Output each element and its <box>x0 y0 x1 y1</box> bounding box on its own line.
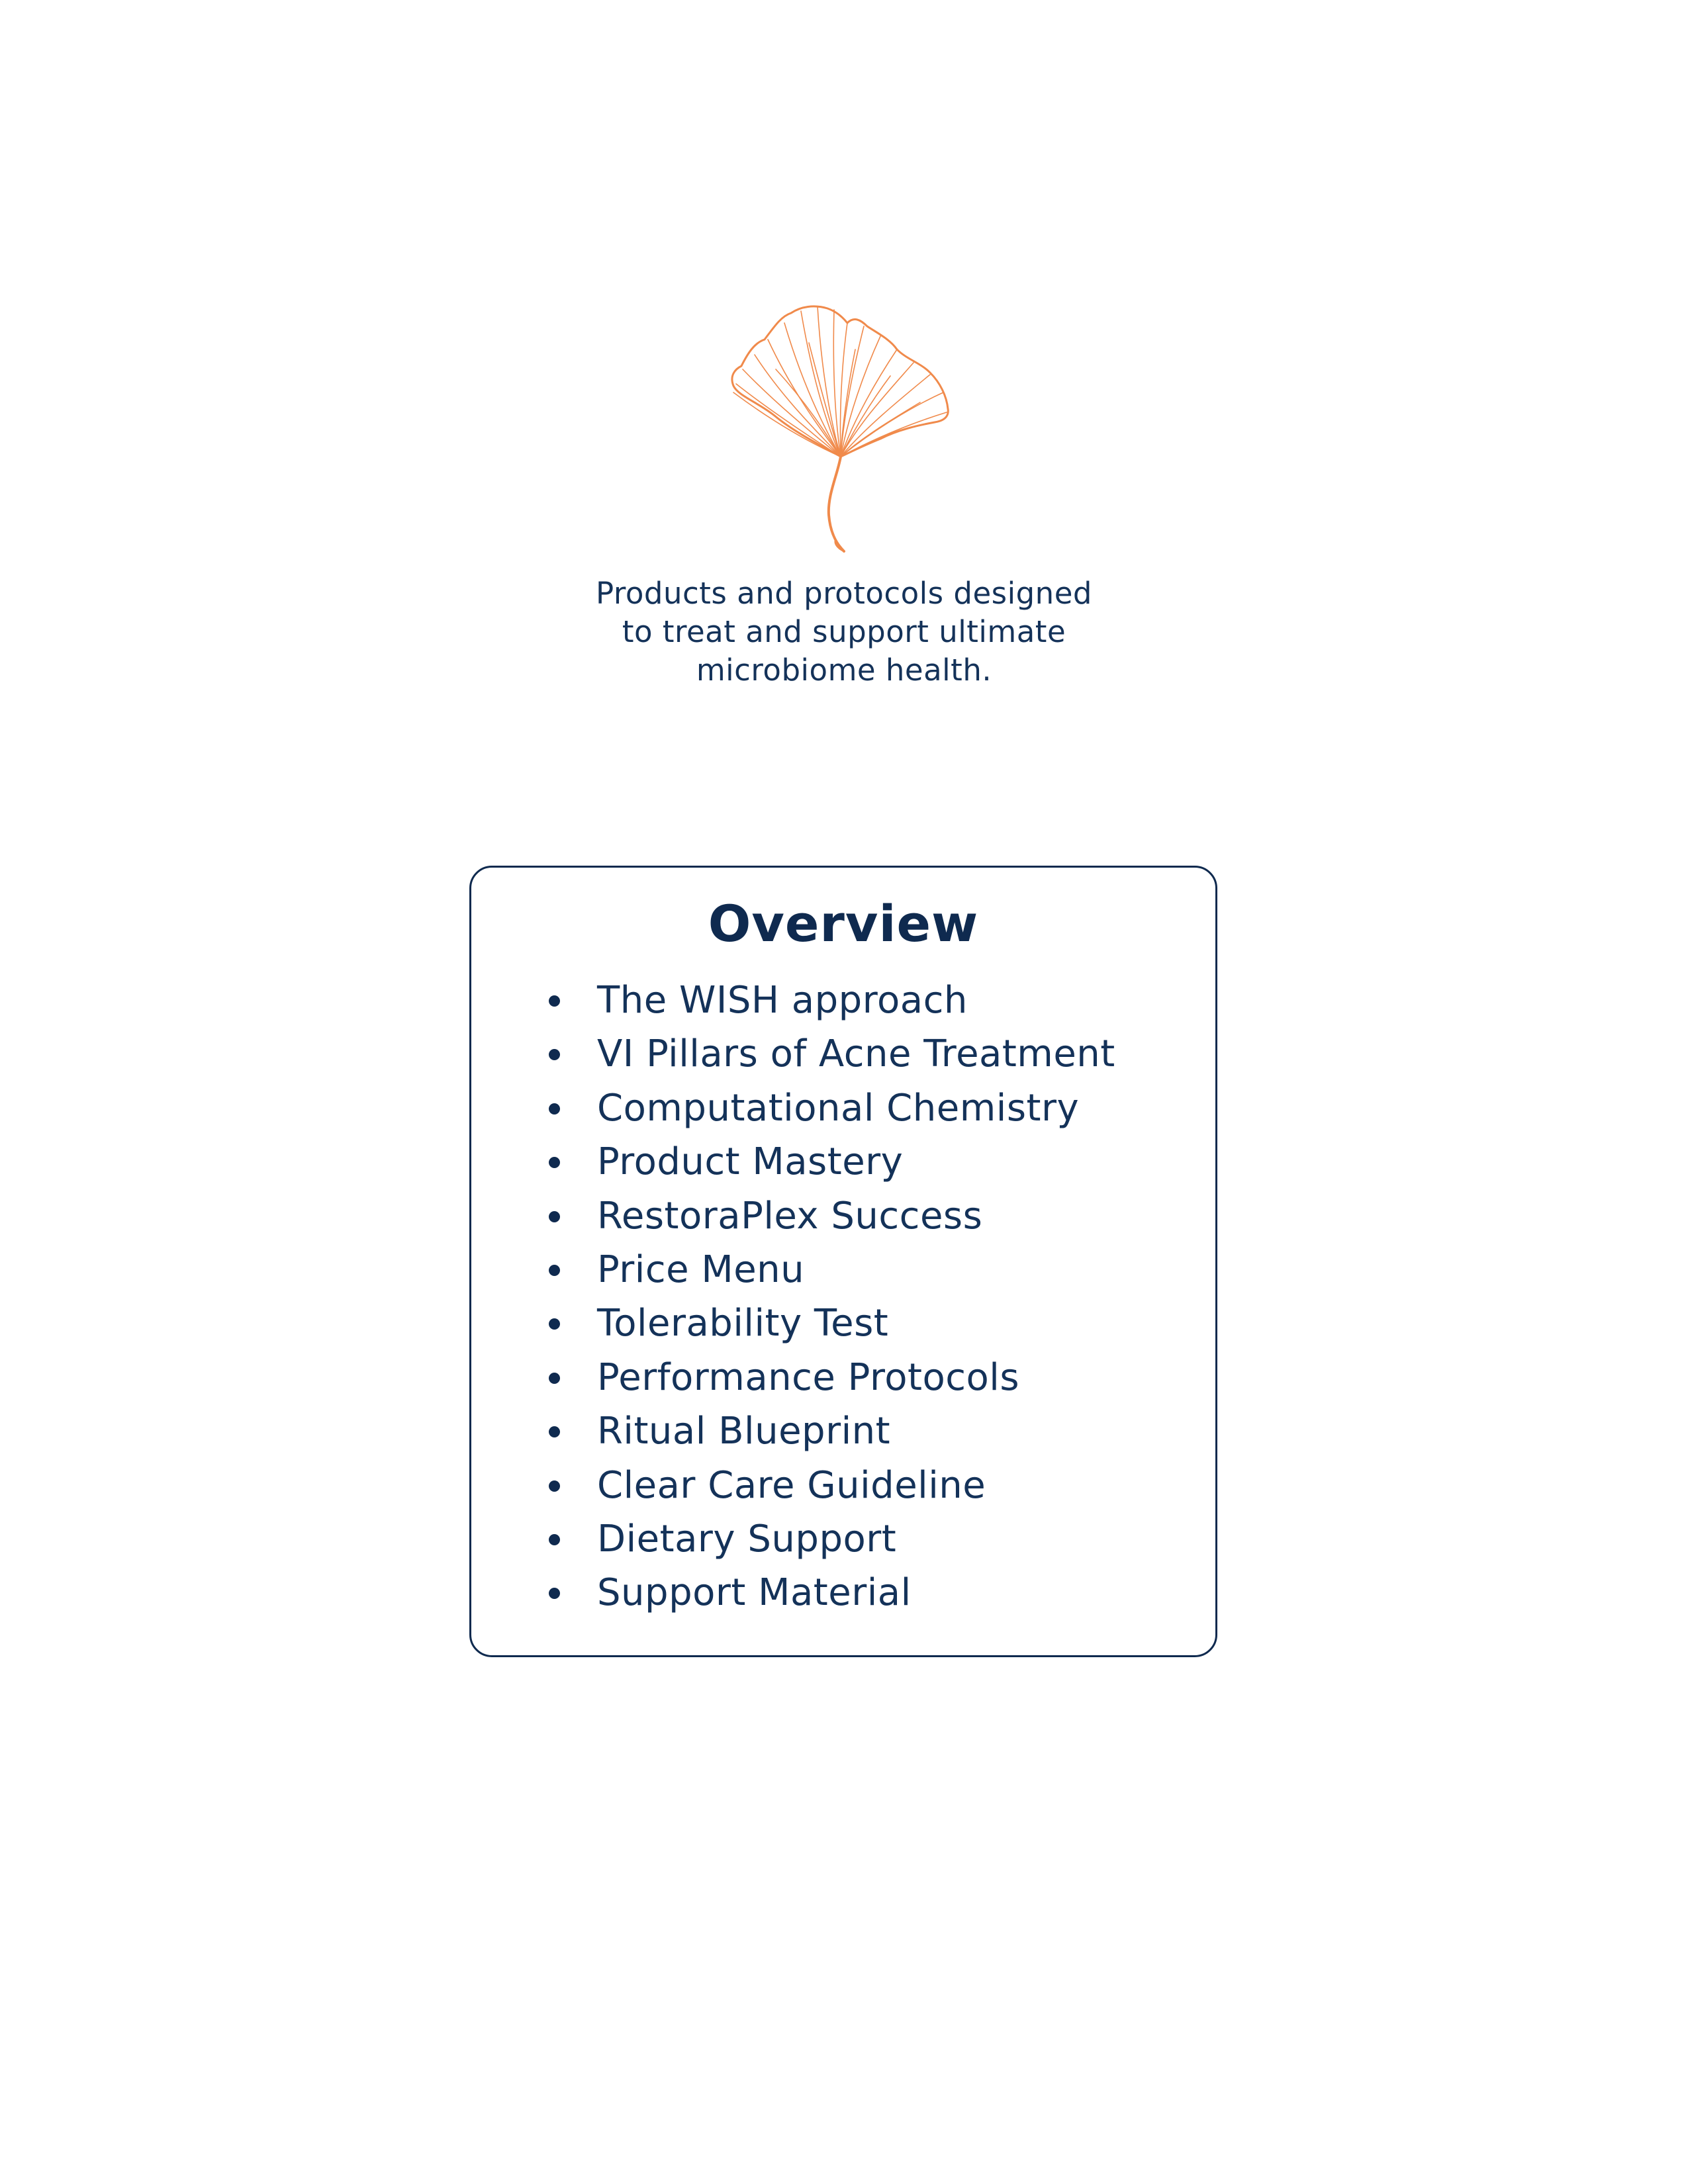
list-item-label: Ritual Blueprint <box>597 1410 891 1453</box>
bullet-icon <box>549 1265 560 1276</box>
bullet-icon <box>549 995 560 1007</box>
tagline-line-1: Products and protocols designed <box>596 576 1092 611</box>
bullet-icon <box>549 1211 560 1222</box>
bullet-icon <box>549 1426 560 1437</box>
tagline-line-2: to treat and support ultimate <box>622 614 1066 649</box>
bullet-icon <box>549 1373 560 1384</box>
tagline-line-3: microbiome health. <box>696 653 992 688</box>
list-item-label: Product Mastery <box>597 1140 904 1184</box>
list-item-label: VI Pillars of Acne Treatment <box>597 1032 1115 1076</box>
list-item-label: Tolerability Test <box>597 1302 889 1345</box>
bullet-icon <box>549 1588 560 1599</box>
overview-title: Overview <box>708 894 979 953</box>
list-item-label: Performance Protocols <box>597 1355 1020 1399</box>
list-item-label: Computational Chemistry <box>597 1086 1080 1130</box>
list-item-label: The WISH approach <box>597 979 968 1022</box>
bullet-icon <box>549 1318 560 1330</box>
bullet-icon <box>549 1049 560 1060</box>
list-item-label: Support Material <box>597 1571 912 1615</box>
list-item-label: RestoraPlex Success <box>597 1194 983 1238</box>
tagline <box>513 574 1175 690</box>
bullet-icon <box>549 1480 560 1492</box>
list-item-label: Price Menu <box>597 1248 805 1291</box>
ginkgo-leaf-icon <box>728 303 953 561</box>
list-item-label: Dietary Support <box>597 1517 897 1561</box>
list-item-label: Clear Care Guideline <box>597 1463 986 1507</box>
overview-card <box>469 866 1217 1657</box>
bullet-icon <box>549 1534 560 1545</box>
bullet-icon <box>549 1103 560 1115</box>
bullet-icon <box>549 1157 560 1168</box>
